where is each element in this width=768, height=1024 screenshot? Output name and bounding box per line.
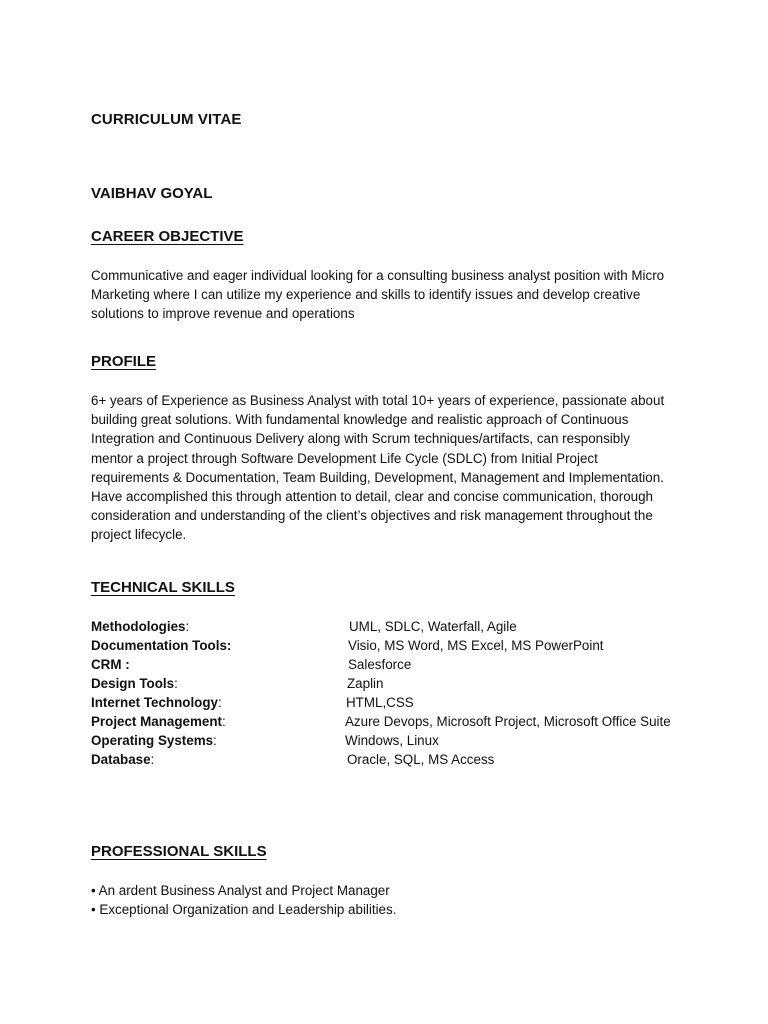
skill-label: Internet Technology: — [91, 695, 222, 710]
candidate-name: VAIBHAV GOYAL — [91, 185, 213, 202]
professional-skills-heading: PROFESSIONAL SKILLS — [91, 843, 267, 860]
profile-heading: PROFILE — [91, 353, 157, 370]
skill-label: CRM : — [91, 657, 130, 672]
skill-row-internet-technology — [91, 693, 731, 712]
skill-row-documentation-tools — [91, 636, 731, 655]
skill-row-crm — [91, 655, 731, 674]
career-objective-text — [91, 266, 711, 324]
list-item: • Exceptional Organization and Leadership abilities. — [91, 902, 397, 917]
career-objective-line: solutions to improve revenue and operations — [91, 306, 355, 322]
list-item: • An ardent Business Analyst and Project Manager — [91, 883, 390, 898]
skill-value: Visio, MS Word, MS Excel, MS PowerPoint — [348, 638, 604, 653]
skill-row-project-management — [91, 712, 731, 731]
skill-label: Documentation Tools: — [91, 638, 232, 653]
technical-skills-heading: TECHNICAL SKILLS — [91, 579, 235, 596]
skill-row-methodologies — [91, 617, 731, 636]
career-objective-line: Communicative and eager individual looking for a consulting business analyst position with Micro — [91, 268, 665, 283]
skill-row-design-tools — [91, 674, 731, 693]
skill-value: UML, SDLC, Waterfall, Agile — [349, 619, 517, 634]
skill-row-operating-systems — [91, 731, 731, 750]
document-title: CURRICULUM VITAE — [91, 111, 242, 128]
skill-row-database — [91, 750, 731, 769]
skill-label: Project Management: — [91, 714, 226, 729]
profile-line: building great solutions. With fundamental knowledge and realistic approach of Continuous — [91, 412, 629, 428]
skill-label: Design Tools: — [91, 676, 178, 691]
profile-line: project lifecycle. — [91, 527, 187, 543]
profile-text — [91, 391, 711, 545]
career-objective-heading: CAREER OBJECTIVE — [91, 228, 244, 245]
skill-value: Salesforce — [348, 657, 412, 672]
profile-line: Integration and Continuous Delivery along with Scrum techniques/artifacts, can responsibly — [91, 431, 630, 447]
skill-value: Azure Devops, Microsoft Project, Microsoft Office Suite — [345, 714, 671, 729]
skill-label: Database: — [91, 752, 155, 767]
skill-value: Oracle, SQL, MS Access — [347, 752, 495, 767]
skill-label: Operating Systems: — [91, 733, 217, 748]
profile-line: Have accomplished this through attention to detail, clear and concise communication, thorough — [91, 489, 653, 505]
profile-line: consideration and understanding of the client’s objectives and risk management throughout the — [91, 508, 653, 524]
career-objective-line: Marketing where I can utilize my experience and skills to identify issues and develop creative — [91, 287, 641, 303]
profile-line: requirements & Documentation, Team Building, Development, Management and Implementation. — [91, 469, 664, 485]
skill-value: HTML,CSS — [346, 695, 414, 710]
skill-value: Windows, Linux — [345, 733, 439, 748]
profile-line: 6+ years of Experience as Business Analyst with total 10+ years of experience, passionate about — [91, 393, 665, 408]
skill-label: Methodologies: — [91, 619, 190, 634]
profile-line: mentor a project through Software Development Life Cycle (SDLC) from Initial Project — [91, 450, 598, 466]
skill-value: Zaplin — [347, 676, 384, 691]
